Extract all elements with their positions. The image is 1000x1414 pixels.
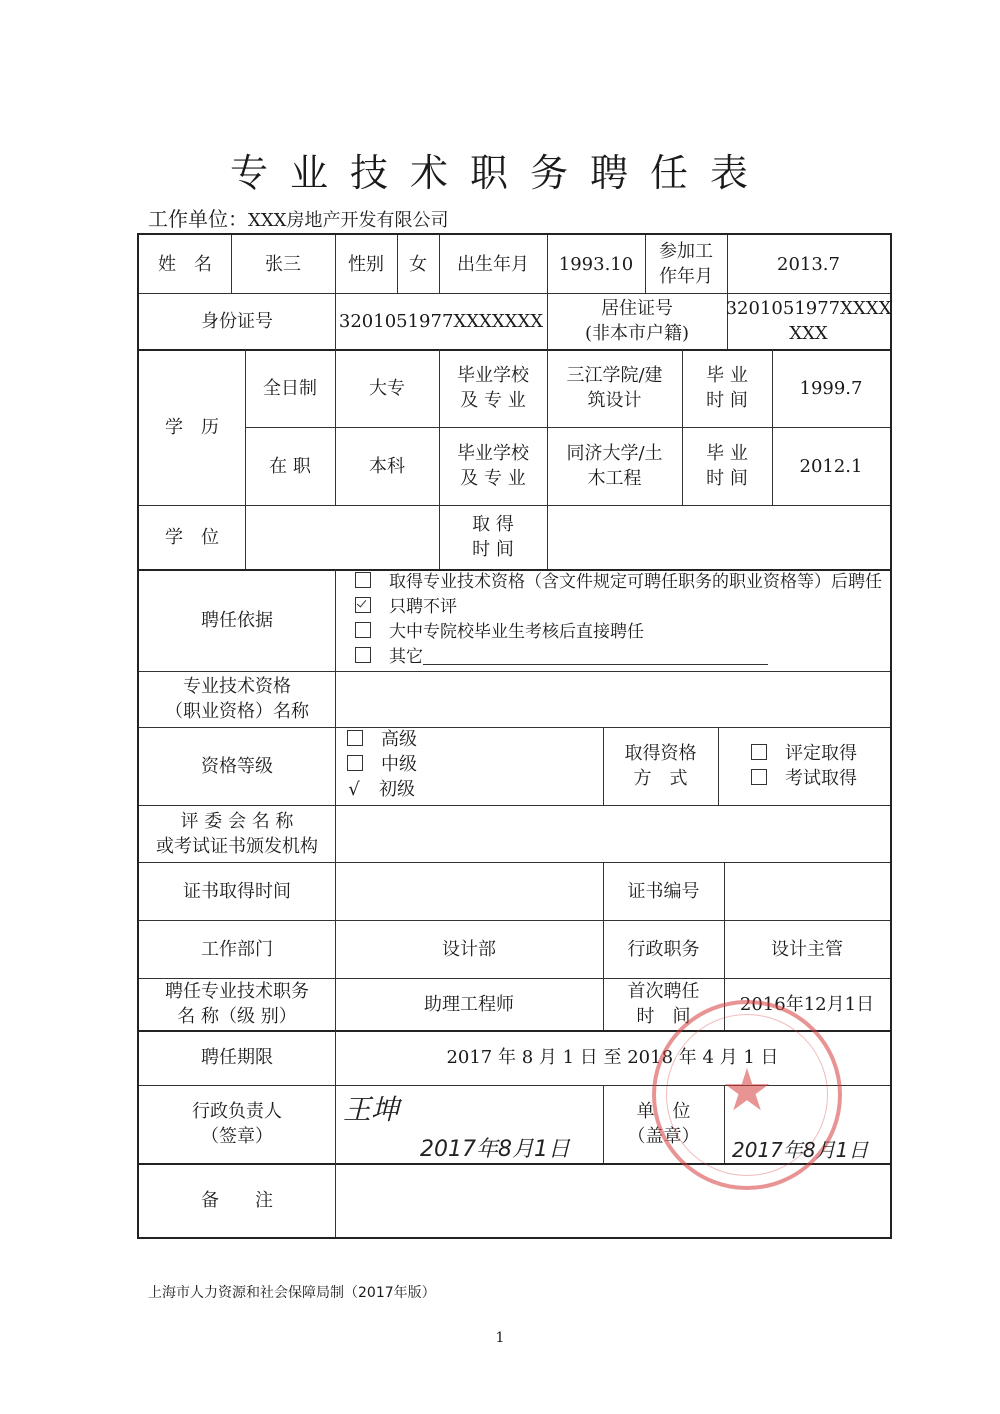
position-value: 助理工程师 xyxy=(424,993,514,1015)
term-label: 聘任期限 xyxy=(201,1047,273,1068)
first-appoint-label-line1: 首次聘任 xyxy=(627,981,700,1002)
other-blank-line[interactable] xyxy=(423,646,768,665)
time-label-line2: 时 间 xyxy=(706,468,748,489)
method-exam[interactable] xyxy=(751,766,857,791)
parttime-time-label xyxy=(682,427,772,505)
basis-label: 聘任依据 xyxy=(201,609,273,631)
department-label: 工作部门 xyxy=(201,938,273,960)
remarks-label: 备 注 xyxy=(201,1189,273,1211)
post-value: 设计主管 xyxy=(771,938,843,960)
checkmark-icon[interactable]: √ xyxy=(348,779,360,800)
basis-option-other[interactable] xyxy=(355,645,768,670)
grade-levels xyxy=(335,727,603,805)
unit-seal-label-line1: 单 位 xyxy=(636,1101,691,1122)
first-appoint-date: 2016年12月1日 xyxy=(739,993,875,1015)
qualification-value[interactable] xyxy=(335,671,890,727)
birth-value: 1993.10 xyxy=(558,253,634,275)
star-icon: ★ xyxy=(721,1056,773,1124)
grade-level-label: 高级 xyxy=(381,729,417,750)
grade-senior[interactable] xyxy=(347,727,417,752)
work-start-label-line2: 作年月 xyxy=(659,266,713,287)
fulltime-school-label xyxy=(439,349,547,427)
method-option-label: 评定取得 xyxy=(785,743,857,764)
cert-number-value[interactable] xyxy=(724,862,890,920)
gender-label: 性别 xyxy=(348,253,384,275)
fulltime-time-label xyxy=(682,349,772,427)
checkbox-icon[interactable] xyxy=(751,769,767,785)
method-label-line2: 方 式 xyxy=(633,768,688,789)
degree-time-value[interactable] xyxy=(547,505,890,569)
work-start-label xyxy=(645,235,727,293)
unit-seal-label-line2: （盖章） xyxy=(627,1126,700,1147)
degree-value[interactable] xyxy=(245,505,439,569)
head-sign-date: 2017年8月1日 xyxy=(420,1137,570,1162)
id-label: 身份证号 xyxy=(201,310,273,332)
qualification-label xyxy=(139,671,335,727)
residence-value xyxy=(727,293,890,349)
term-value: 2017 年 8 月 1 日 至 2018 年 4 月 1 日 xyxy=(446,1047,779,1068)
grade-level-label: 中级 xyxy=(381,754,417,775)
head-sign-label-line2: （签章） xyxy=(201,1126,273,1147)
checkbox-icon[interactable] xyxy=(347,730,363,746)
gender-value: 女 xyxy=(409,253,427,275)
time-label-line1: 毕 业 xyxy=(706,365,748,386)
time-label-line1: 毕 业 xyxy=(706,443,748,464)
committee-value[interactable] xyxy=(335,805,890,862)
method-assessed[interactable] xyxy=(751,741,857,766)
work-start-label-line1: 参加工 xyxy=(659,241,713,262)
basis-option-graduate[interactable] xyxy=(355,620,644,645)
committee-label-line1: 评 委 会 名 称 xyxy=(180,810,294,832)
basis-option-label: 大中专院校毕业生考核后直接聘任 xyxy=(389,622,644,642)
head-signature: 王坤 xyxy=(343,1093,400,1126)
birth-label: 出生年月 xyxy=(457,253,529,275)
degree-time-label xyxy=(439,505,547,569)
head-sign-label xyxy=(139,1085,335,1163)
parttime-time: 2012.1 xyxy=(799,455,863,477)
residence-label-line1: 居住证号 xyxy=(601,298,673,319)
cert-number-label: 证书编号 xyxy=(627,880,700,902)
page-number: 1 xyxy=(495,1330,505,1346)
work-unit-value: XXX房地产开发有限公司 xyxy=(248,210,449,231)
unit-seal-date: 2017年8月1日 xyxy=(732,1138,869,1162)
method-option-label: 考试取得 xyxy=(785,768,857,789)
education-label: 学 历 xyxy=(165,416,219,438)
cert-time-value[interactable] xyxy=(335,862,603,920)
fulltime-time: 1999.7 xyxy=(799,377,863,399)
basis-option-label: 取得专业技术资格（含文件规定可聘任职务的职业资格等）后聘任 xyxy=(389,572,882,592)
parttime-school xyxy=(547,427,682,505)
work-unit-label: 工作单位： xyxy=(148,207,248,231)
method-label xyxy=(603,727,718,805)
grade-level-label: 初级 xyxy=(379,779,415,800)
position-label xyxy=(139,978,335,1030)
school-label-line2: 及 专 业 xyxy=(460,468,526,489)
degree-time-label-line1: 取 得 xyxy=(472,514,514,535)
checkbox-icon[interactable] xyxy=(751,744,767,760)
fulltime-school xyxy=(547,349,682,427)
work-start-value: 2013.7 xyxy=(777,253,840,275)
issuer-footer: 上海市人力资源和社会保障局制（2017年版） xyxy=(148,1285,436,1301)
basis-option-appoint-only[interactable] xyxy=(355,595,457,620)
basis-option-label: 其它 xyxy=(389,647,423,667)
committee-label-line2: 或考试证书颁发机构 xyxy=(156,835,318,857)
basis-option-qualified[interactable] xyxy=(355,570,882,595)
remarks-value[interactable] xyxy=(335,1163,890,1237)
checkbox-icon[interactable] xyxy=(355,622,371,638)
residence-label-line2: (非本市户籍) xyxy=(584,323,690,344)
method-label-line1: 取得资格 xyxy=(624,743,697,764)
school-label-line1: 毕业学校 xyxy=(457,365,529,386)
grade-label: 资格等级 xyxy=(201,755,273,777)
grade-junior[interactable] xyxy=(347,777,415,802)
parttime-type: 在 职 xyxy=(269,455,311,477)
work-unit xyxy=(148,203,448,232)
parttime-school-line2: 木工程 xyxy=(587,468,642,489)
fulltime-school-line1: 三江学院/建 xyxy=(566,365,663,386)
id-value: 3201051977XXXXXXX xyxy=(338,310,544,332)
checkbox-icon[interactable] xyxy=(347,755,363,771)
qualification-label-line1: 专业技术资格 xyxy=(183,676,291,697)
name-value: 张三 xyxy=(265,253,301,275)
residence-value-line1: 3201051977XXXX xyxy=(725,298,892,319)
qualification-label-line2: （职业资格）名称 xyxy=(165,701,309,722)
post-label: 行政职务 xyxy=(627,938,700,960)
grade-methods xyxy=(718,727,890,805)
school-label-line1: 毕业学校 xyxy=(457,443,529,464)
head-sign-label-line1: 行政负责人 xyxy=(192,1101,282,1122)
degree-time-label-line2: 时 间 xyxy=(472,539,514,560)
fulltime-level: 大专 xyxy=(369,377,405,399)
checkbox-icon[interactable] xyxy=(355,572,371,588)
checked-checkbox-icon[interactable] xyxy=(355,597,371,613)
residence-label xyxy=(547,293,727,349)
fulltime-type: 全日制 xyxy=(263,377,317,399)
form-title: 专业技术职务聘任表 xyxy=(229,151,770,195)
position-label-line1: 聘任专业技术职务 xyxy=(165,981,309,1002)
department-value: 设计部 xyxy=(442,938,496,960)
parttime-school-line1: 同济大学/土 xyxy=(566,443,663,464)
parttime-school-label xyxy=(439,427,547,505)
school-label-line2: 及 专 业 xyxy=(460,390,526,411)
checkbox-icon[interactable] xyxy=(355,647,371,663)
name-label: 姓 名 xyxy=(158,253,212,275)
parttime-level: 本科 xyxy=(369,455,405,477)
position-label-line2: 名 称（级 别） xyxy=(177,1006,297,1027)
cert-time-label: 证书取得时间 xyxy=(183,880,291,902)
basis-options xyxy=(335,569,890,671)
first-appoint-label-line2: 时 间 xyxy=(636,1006,691,1027)
grade-intermediate[interactable] xyxy=(347,752,417,777)
basis-option-label: 只聘不评 xyxy=(389,597,457,617)
degree-label: 学 位 xyxy=(165,526,219,548)
committee-label xyxy=(139,805,335,862)
fulltime-school-line2: 筑设计 xyxy=(587,390,642,411)
time-label-line2: 时 间 xyxy=(706,390,748,411)
residence-value-line2: XXX xyxy=(789,323,828,344)
